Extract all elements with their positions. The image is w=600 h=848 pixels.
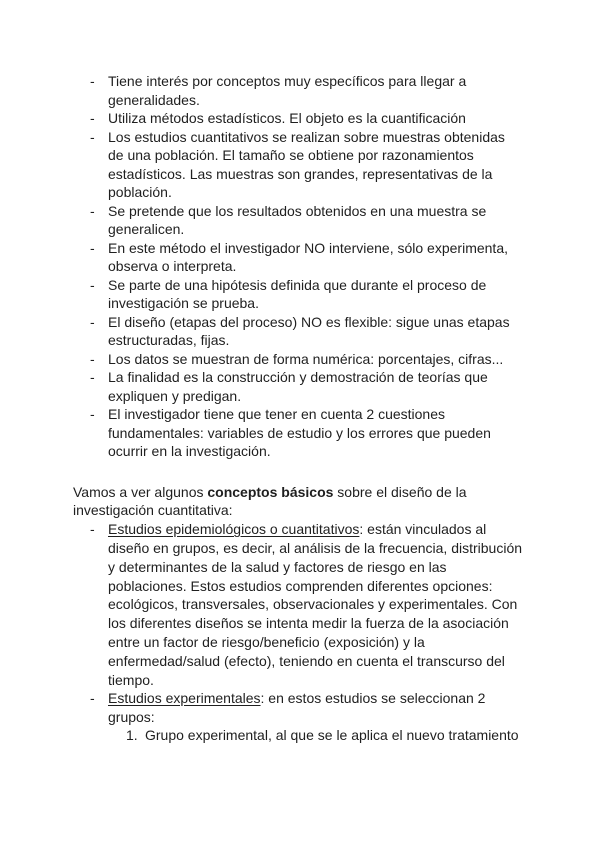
bullet-dash: - xyxy=(90,313,95,330)
intro-line-1 xyxy=(73,483,467,501)
intro-bold-term: conceptos básicos xyxy=(207,484,334,500)
list-item-line: estructuradas, fijas. xyxy=(108,332,230,348)
list-item-line: de una población. El tamaño se obtiene por razonamientos xyxy=(108,147,474,163)
list-item-line: La finalidad es la construcción y demostración de teorías que xyxy=(108,369,488,385)
list-item-line: Se parte de una hipótesis definida que durante el proceso de xyxy=(108,276,487,293)
list-item-line: El diseño (etapas del proceso) NO es flexible: sigue unas etapas xyxy=(108,313,510,330)
bullet-dash: - xyxy=(90,128,95,145)
list-item-line: Los datos se muestran de forma numérica: porcentajes, cifras... xyxy=(108,350,504,367)
list-item-line: ocurrir en la investigación. xyxy=(108,443,271,459)
list-item-line: expliquen y predigan. xyxy=(108,387,242,404)
bullet-dash: - xyxy=(90,110,95,126)
experimental-studies-first-line xyxy=(108,689,485,707)
list-item-line: Tiene interés por conceptos muy específicos para llegar a xyxy=(108,73,467,89)
list-item-line: ecológicos, transversales, observacionales y experimentales. Con xyxy=(108,596,518,613)
intro-text-1: Vamos a ver algunos xyxy=(73,484,208,500)
list-item-line: población. xyxy=(108,184,172,200)
list-item-line: fundamentales: variables de estudio y los errores que pueden xyxy=(108,424,491,441)
list-item-line: enfermedad/salud (efecto), teniendo en cuenta el transcurso del xyxy=(108,652,505,669)
list-item-line: El investigador tiene que tener en cuenta 2 cuestiones xyxy=(108,406,446,422)
bullet-dash: - xyxy=(90,350,95,367)
list-item-line: Utiliza métodos estadísticos. El objeto es la cuantificación xyxy=(108,110,466,126)
bullet-dash: - xyxy=(90,406,95,422)
intro-line-2: investigación cuantitativa: xyxy=(73,502,233,518)
bullet-dash: - xyxy=(90,239,95,256)
bullet-dash: - xyxy=(90,369,95,385)
list-item-line: y determinantes de la salud y factores de riesgo en las xyxy=(108,558,447,575)
bullet-dash: - xyxy=(90,690,95,706)
bullet-dash: - xyxy=(90,73,95,89)
experimental-studies-term: Estudios experimentales xyxy=(108,690,261,706)
epidemiological-studies-first-line xyxy=(108,520,486,538)
bullet-dash: - xyxy=(90,521,95,537)
list-item-line: poblaciones. Estos estudios comprenden diferentes opciones: xyxy=(108,577,493,594)
sub-item-number: 1. xyxy=(126,727,138,743)
experimental-studies-text: : en estos estudios se seleccionan 2 xyxy=(260,690,486,706)
list-item-line: Los estudios cuantitativos se realizan sobre muestras obtenidas xyxy=(108,128,505,145)
list-item-line: Se pretende que los resultados obtenidos en una muestra se xyxy=(108,202,487,219)
sub-item-text: Grupo experimental, al que se le aplica el nuevo tratamiento xyxy=(145,727,519,743)
list-item-line: grupos: xyxy=(108,709,155,725)
list-item-line: observa o interpreta. xyxy=(108,258,237,274)
list-item-line: generalicen. xyxy=(108,221,185,237)
list-item-line: generalidades. xyxy=(108,91,200,108)
intro-text-2: sobre el diseño de la xyxy=(333,484,467,500)
list-item-line: estadísticos. Las muestras son grandes, representativas de la xyxy=(108,165,493,182)
bullet-dash: - xyxy=(90,276,95,293)
list-item-line: tiempo. xyxy=(108,671,154,688)
bullet-dash: - xyxy=(90,202,95,219)
list-item-line: investigación se prueba. xyxy=(108,295,259,311)
list-item-line: entre un factor de riesgo/beneficio (exposición) y la xyxy=(108,634,425,650)
list-item-line: En este método el investigador NO interviene, sólo experimenta, xyxy=(108,239,508,256)
list-item-line: los diferentes diseños se intenta medir la fuerza de la asociación xyxy=(108,615,509,632)
epidemiological-studies-text: : están vinculados al xyxy=(359,521,487,537)
list-item-line: diseño en grupos, es decir, al análisis de la frecuencia, distribución xyxy=(108,540,523,556)
epidemiological-studies-term: Estudios epidemiológicos o cuantitativos xyxy=(108,521,360,537)
